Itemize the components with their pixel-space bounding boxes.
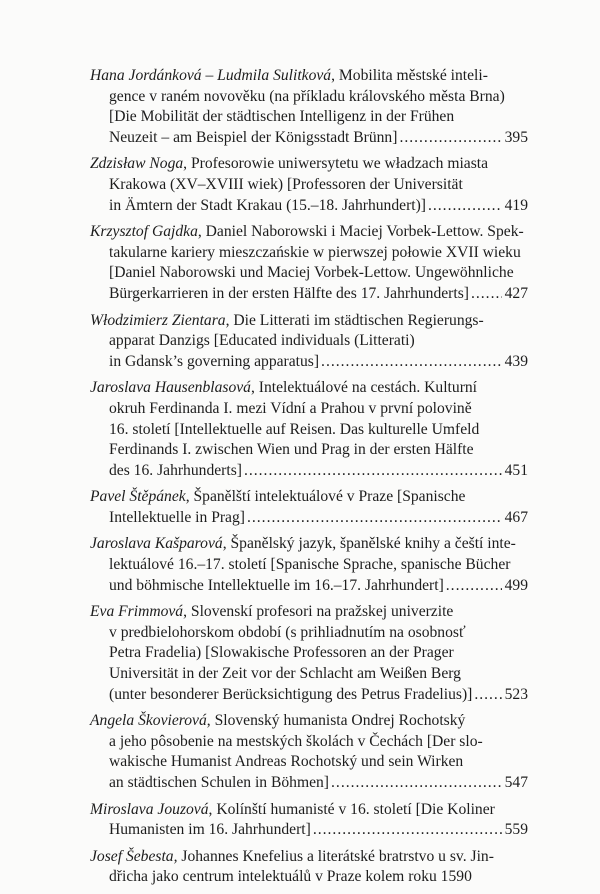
entry-title-line: , Daniel Naborowski i Maciej Vorbek-Lettow. Spek- (197, 223, 524, 241)
page-number[interactable]: 419 (504, 196, 528, 214)
page-number[interactable]: 547 (504, 774, 528, 791)
entry-title-line: Humanisten im 16. Jahrhundert] (109, 821, 311, 839)
dot-leader (471, 284, 502, 305)
entry-title-line: takularne kariery mieszczańskie w pierwszej połowie XVII wieku (109, 243, 521, 261)
entry-author: Jaroslava Kašparová (90, 535, 223, 553)
entry-author: Eva Frimmová (90, 603, 184, 621)
entry-title-line: v predbielohorskom období (s prihliadnutím na osobnosť (109, 623, 466, 641)
entry-title-line: , Slovenskí profesori na pražskej univerzite (183, 603, 454, 621)
entry-title-line: a jeho pôsobenie na mestských školách v Čechách [Der slo- (109, 732, 483, 750)
entry-title-line: des 16. Jahrhunderts] (109, 461, 242, 479)
table-of-contents (90, 66, 528, 894)
dot-leader (428, 196, 502, 217)
entry-author: Angela Škovierová (90, 712, 207, 730)
entry-title-line: , Profesorowie uniwersytetu we władzach miasta (183, 155, 489, 173)
entry-title-line: (unter besonderer Berücksichtigung des Petrus Fradelius)] (109, 685, 473, 703)
entry-title-line: Bürgerkarrieren in der ersten Hälfte des 17. Jahrhunderts] (109, 284, 469, 302)
entry-title-line: wakische Humanist Andreas Rochotský und sein Wirken (109, 753, 464, 771)
entry-author: Zdzisław Noga (90, 155, 184, 173)
toc-entry[interactable] (90, 487, 528, 528)
entry-author: Jaroslava Hausenblasová (90, 379, 251, 397)
entry-title-line: Intellektuelle in Prag] (109, 508, 245, 526)
entry-author: Krzysztof Gajdka (90, 223, 198, 241)
page-number[interactable]: 395 (504, 128, 528, 146)
page-number[interactable]: 467 (504, 508, 528, 526)
dot-leader (321, 352, 502, 373)
toc-entry[interactable] (90, 800, 528, 841)
entry-author: Josef Šebesta, (90, 847, 178, 865)
dot-leader (446, 576, 502, 597)
entry-author: Pavel Štěpánek (90, 488, 186, 506)
entry-title-line: 16. století [Intellektuelle auf Reisen. Das kulturelle Umfeld (109, 420, 480, 438)
dot-leader (474, 685, 502, 706)
toc-entry[interactable] (90, 154, 528, 216)
toc-entry[interactable] (90, 534, 528, 596)
entry-title-line: Neuzeit – am Beispiel der Königsstadt Brünn] (109, 128, 398, 146)
dot-leader (244, 461, 502, 482)
entry-title-line: Petra Fradelia) [Slowakische Professoren an der Prager (109, 644, 454, 662)
entry-title-line: in Ämtern der Stadt Krakau (15.–18. Jahrhundert)] (109, 196, 426, 214)
toc-entry[interactable] (90, 602, 528, 705)
toc-entry[interactable] (90, 222, 528, 304)
dot-leader (399, 128, 502, 149)
entry-title-line: dřicha jako centrum intelektuálů v Praze kolem roku 1590 (109, 868, 472, 886)
dot-leader (313, 820, 502, 841)
entry-title-line: , Španělští intelektuálové v Praze [Spanische (185, 488, 466, 506)
entry-title-line: , Die Litterati im städtischen Regierungs- (225, 311, 484, 329)
entry-title-line: Johannes Knefelius a literátské bratrstvo u sv. Jin- (177, 847, 494, 865)
page-number[interactable]: 427 (504, 284, 528, 302)
entry-title-line: in Gdansk’s governing apparatus] (109, 352, 320, 370)
entry-title-line: gence v raném novověku (na příkladu královského města Brna) (109, 87, 505, 105)
entry-author: Miroslava Jouzová (90, 800, 209, 818)
entry-title-line: okruh Ferdinanda I. mezi Vídní a Prahou v první polovině (109, 399, 472, 417)
entry-title-line: , Španělský jazyk, španělské knihy a čeští inte- (222, 535, 516, 553)
entry-title-line: Universität in der Zeit vor der Schlacht am Weißen Berg (109, 665, 461, 683)
toc-entry[interactable] (90, 847, 528, 888)
page-number[interactable]: 523 (504, 685, 528, 703)
toc-entry[interactable] (90, 378, 528, 481)
toc-entry[interactable] (90, 66, 528, 148)
entry-title-line: , Intelektuálové na cestách. Kulturní (250, 379, 478, 397)
entry-title-line: Krakowa (XV–XVIII wiek) [Professoren der Universität (109, 175, 463, 193)
entry-title-line: an städtischen Schulen in Böhmen] (109, 774, 330, 791)
page-number[interactable]: 559 (504, 821, 528, 839)
entry-title-line: , Mobilita městské inteli- (331, 67, 488, 84)
dot-leader (331, 773, 502, 794)
entry-title-line: Ferdinands I. zwischen Wien und Prag in der ersten Hälfte (109, 441, 474, 459)
entry-title-line: apparat Danzigs [Educated individuals (Litterati) (109, 332, 415, 350)
entry-title-line: , Slovenský humanista Ondrej Rochotský (206, 712, 466, 730)
page-number[interactable]: 439 (504, 352, 528, 370)
page-number[interactable]: 499 (504, 576, 528, 594)
entry-title-line: [Daniel Naborowski und Maciej Vorbek-Lettow. Ungewöhnliche (109, 264, 514, 282)
entry-author: Włodzimierz Zientara (90, 311, 226, 329)
page-number[interactable]: 451 (504, 461, 528, 479)
dot-leader (247, 508, 502, 529)
toc-entry[interactable] (90, 311, 528, 373)
entry-title-line: [Die Mobilität der städtischen Intelligenz in der Frühen (109, 108, 455, 126)
toc-entry[interactable] (90, 711, 528, 793)
entry-author: Hana Jordánková – Ludmila Sulitková (90, 67, 332, 84)
entry-title-line: , Kolínští humanisté v 16. století [Die Koliner (208, 800, 495, 818)
entry-title-line: und böhmische Intellektuelle im 16.–17. Jahrhundert] (109, 576, 444, 594)
entry-title-line: lektuálové 16.–17. století [Spanische Sprache, spanische Bücher (109, 556, 511, 574)
